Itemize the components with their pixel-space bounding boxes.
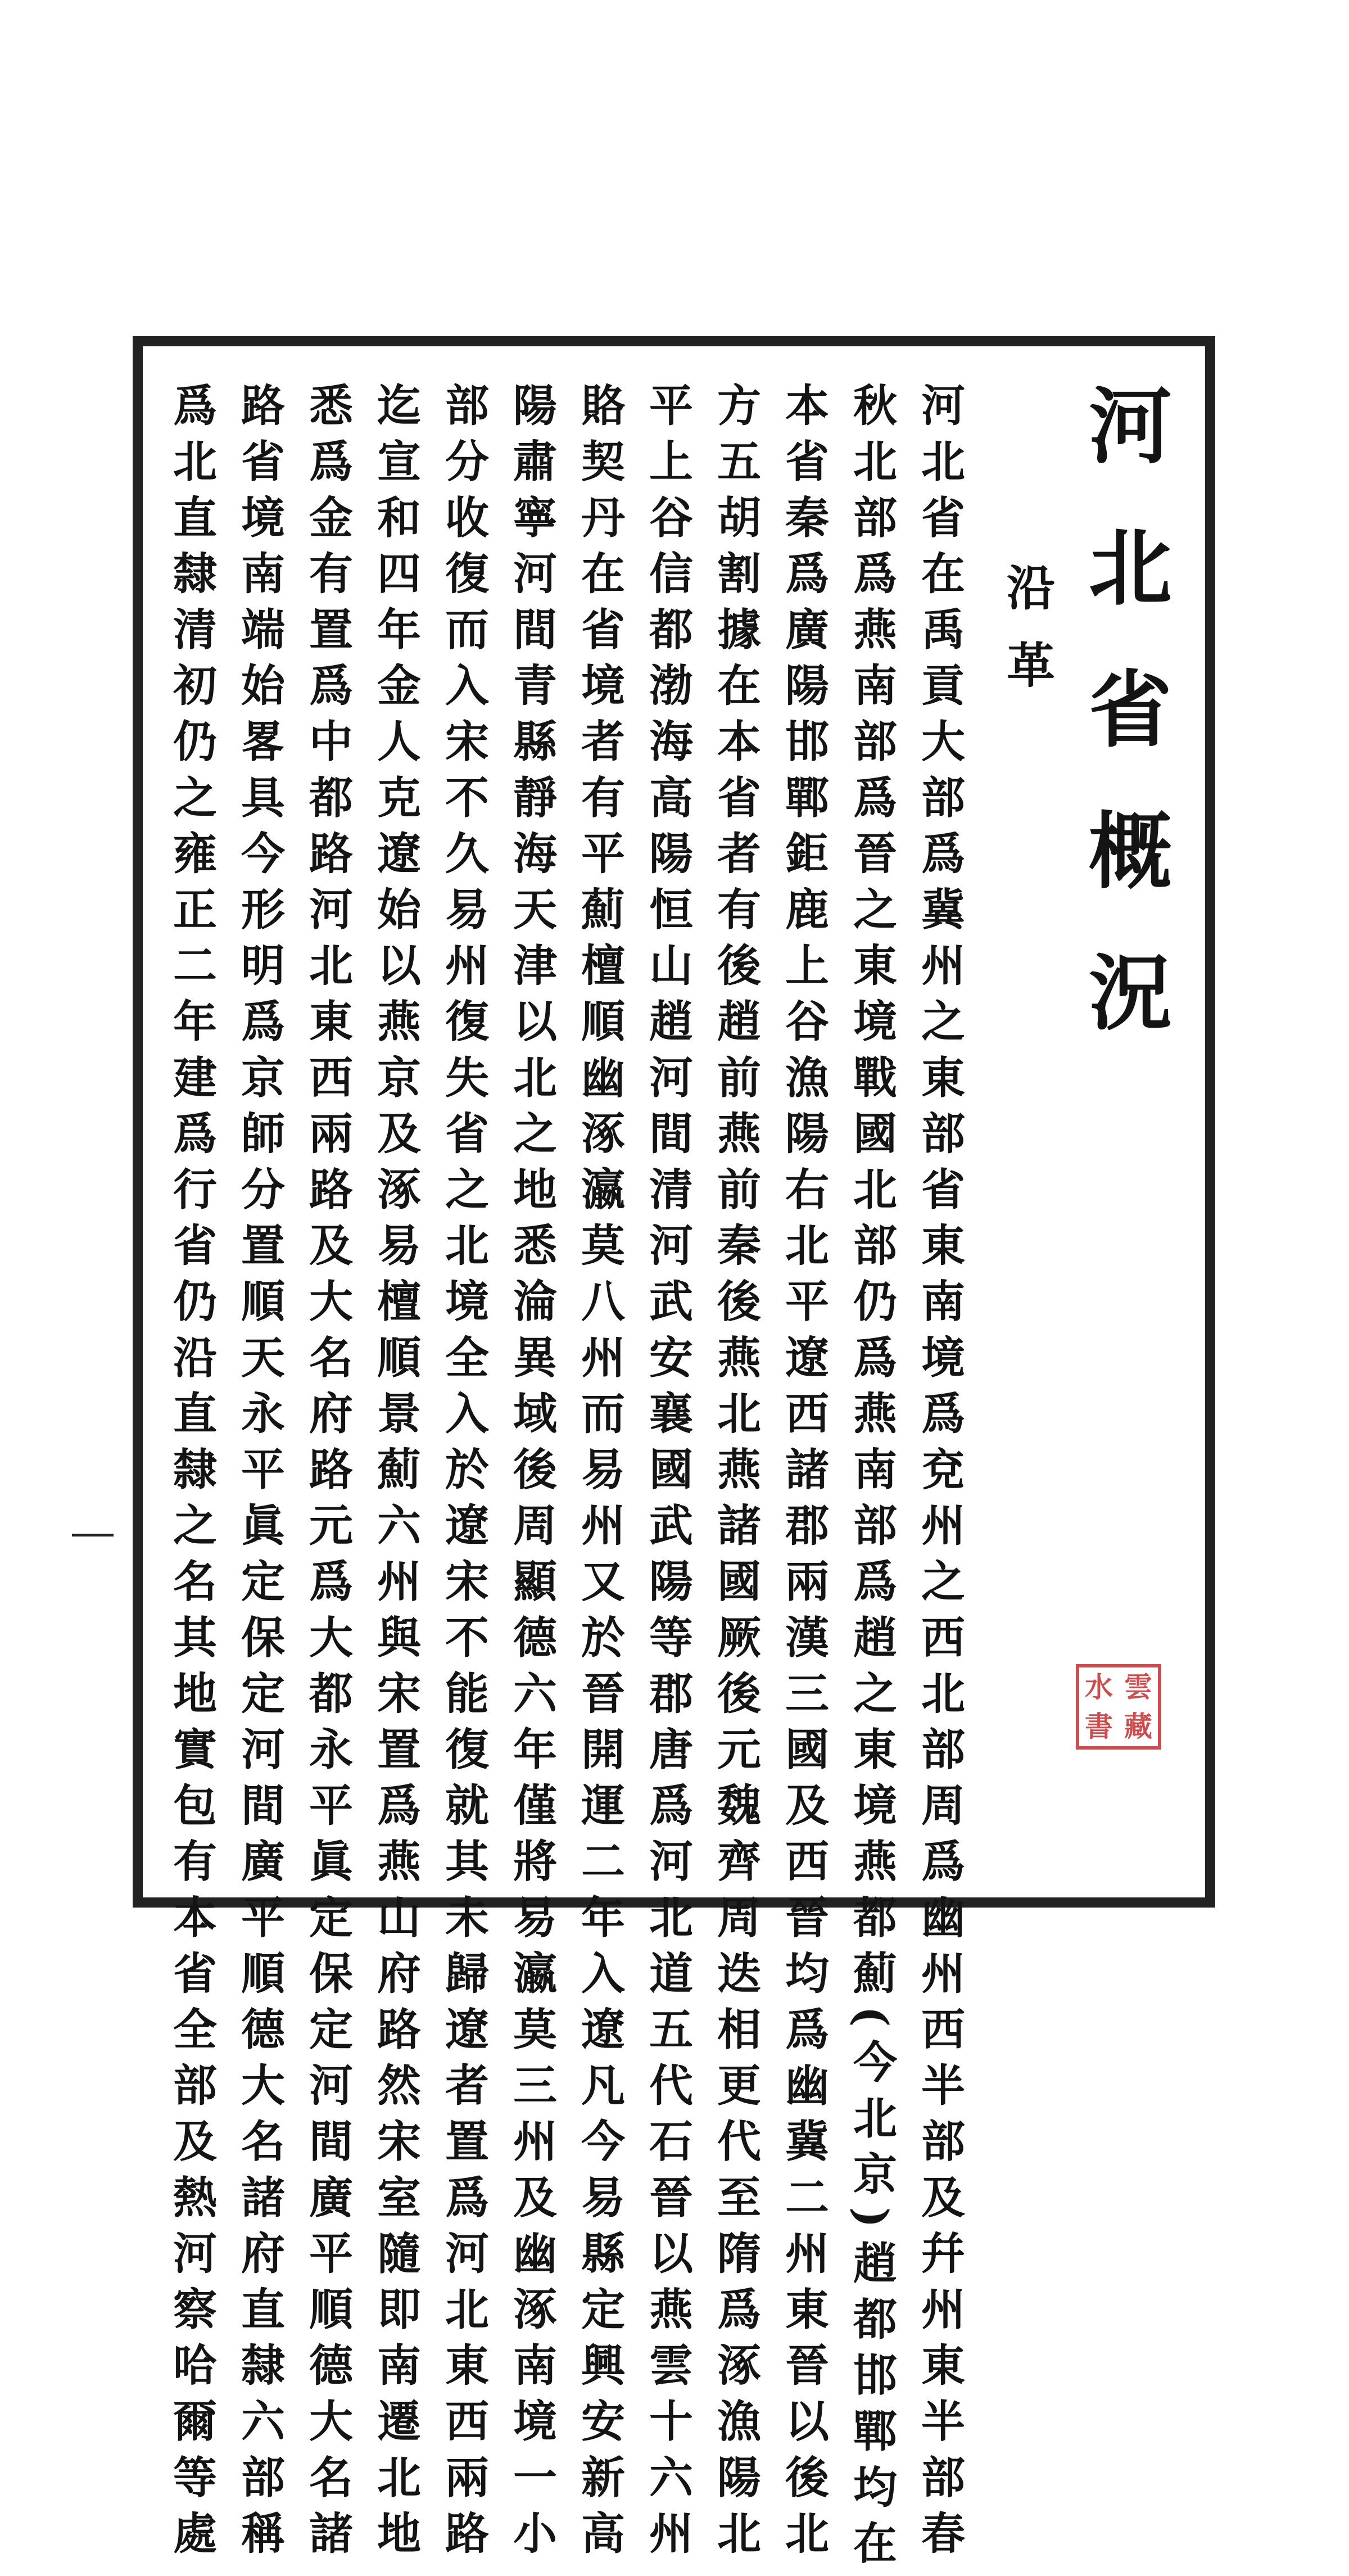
seal-char: 雲 [1124,1671,1152,1703]
body-column-6: 賂契丹在省境者有平薊檀順幽涿瀛莫八州而易州又於晉開運二年入遼凡今易縣定興安新高 [574,382,625,2566]
page-title: 河北省概況 [1075,382,1173,1091]
body-column-10: 悉爲金有置爲中都路河北東西兩路及大名府路元爲大都永平眞定保定河間廣平順德大名諸 [302,382,353,2566]
body-column-8: 部分收復而入宋不久易州復失省之北境全入於遼宋不能復就其未歸遼者置爲河北東西兩路 [438,382,489,2566]
body-column-11: 路省境南端始畧具今形明爲京師分置順天永平眞定保定河間廣平順德大名諸府直隸六部稱 [234,382,285,2566]
seal-char: 藏 [1124,1710,1152,1743]
text-area [157,360,1190,2576]
section-heading: 沿革 [998,562,1055,717]
collector-seal [1076,1664,1161,1750]
body-column-4: 方五胡割據在本省者有後趙前燕前秦後燕北燕諸國厥後元魏齊周迭相更代至隋爲涿漁陽北 [710,382,761,2566]
body-column-7: 陽肅寧河間青縣靜海天津以北之地悉淪異域後周顯德六年僅將易瀛莫三州及幽涿南境一小 [506,382,557,2566]
body-column-12: 爲北直隸清初仍之雍正二年建爲行省仍沿直隸之名其地實包有本省全部及熱河察哈爾等處 [166,382,217,2566]
body-column-2: 秋北部爲燕南部爲晉之東境戰國北部仍爲燕南部爲趙之東境燕都薊(今北京)趙都邯鄲均在 [846,382,897,2576]
body-column-3: 本省秦爲廣陽邯鄲鉅鹿上谷漁陽右北平遼西諸郡兩漢三國及西晉均爲幽冀二州東晉以後北 [778,382,829,2566]
page-number-mark [72,1534,114,1536]
body-column-1: 河北省在禹貢大部爲冀州之東部省東南境爲兗州之西北部周爲幽州西半部及幷州東半部春 [914,382,965,2566]
body-column-9: 迄宣和四年金人克遼始以燕京及涿易檀順景薊六州與宋置爲燕山府路然宋室隨即南遷北地 [370,382,421,2566]
seal-char: 水 [1085,1671,1113,1703]
seal-char: 書 [1085,1710,1113,1743]
body-column-5: 平上谷信都渤海高陽恒山趙河間清河武安襄國武陽等郡唐爲河北道五代石晉以燕雲十六州 [642,382,693,2566]
